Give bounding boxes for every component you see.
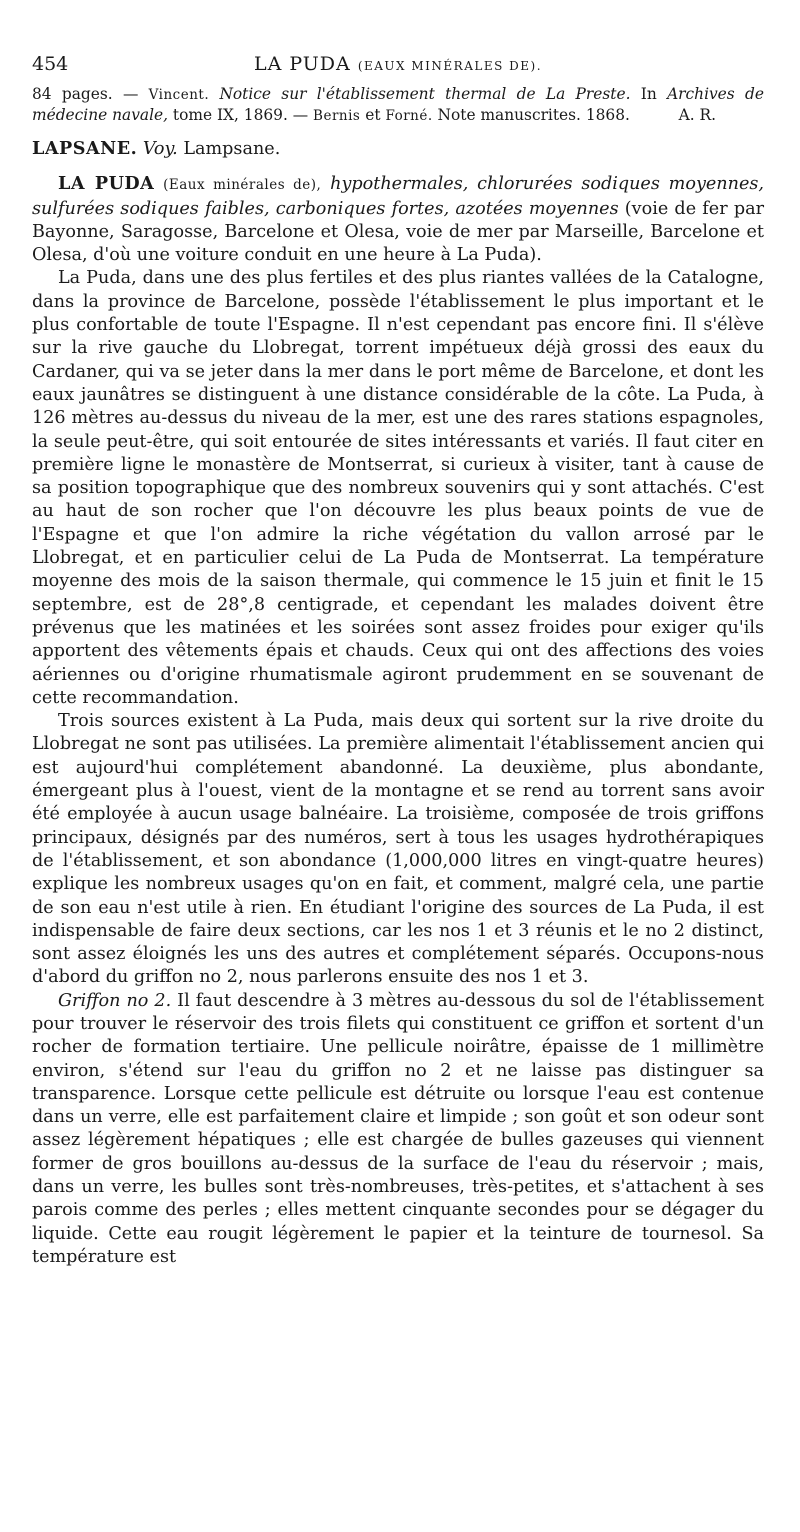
running-title-main: LA PUDA — [253, 53, 351, 75]
bib-author-bernis: Bernis — [313, 108, 361, 124]
lapsane-headword: LAPSANE. — [32, 138, 138, 159]
paragraph-griffon-2 — [32, 990, 764, 1270]
bib-journal: Archives de médecine navale, — [32, 85, 764, 124]
bib-author-forne: Forné. — [385, 108, 433, 124]
entry-la-puda-intro — [32, 172, 764, 267]
paragraph-location: La Puda, dans une des plus fertiles et des plus riantes vallées de la Catalogne, dans la province de Barcelone, possède l'établissement le plus important et le plus confortable de toute l'Espagne. Il n'est cependant pas encore fini. Il s'élève sur la rive gauche du Llobregat, torrent impétueux déjà grossi des eaux du Cardaner, qui va se jeter dans la mer dans le port même de Barcelone, et dont les eaux jaunâtres se distinguent à une distance considérable de la côte. La Puda, à 126 mètres au-dessus du niveau de la mer, est une des rares stations espagnoles, la seule peut-être, qui soit entourée de sites intéressants et variés. Il faut citer en première ligne le monastère de Montserrat, si curieux à visiter, tant à cause de sa position topographique que des nombreux souvenirs qui y sont attachés. C'est au haut de son rocher que l'on découvre les plus beaux points de vue de l'Espagne et que l'on admire la riche végétation du vallon arrosé par le Llobregat, et en particulier celui de La Puda de Montserrat. La température moyenne des mois de la saison thermale, qui commence le 15 juin et finit le 15 septembre, est de 28°,8 centigrade, et cependant les malades doivent être prévenus que les matinées et les soirées sont assez froides pour exiger qu'ils apportent des vêtements épais et chauds. Ceux qui ont des affections des voies aériennes ou d'origine rhumatismale agiront prudemment en se souvenant de cette recommandation. — [32, 268, 764, 708]
griffon-2-label: Griffon no 2. — [58, 990, 172, 1011]
lapsane-reference: Lampsane. — [183, 139, 281, 159]
running-title-paren: (EAUX MINÉRALES DE). — [357, 59, 543, 73]
griffon-2-text: Il faut descendre à 3 mètres au-dessous du sol de l'établissement pour trouver le réservoir des trois filets qui constituent ce griffon et sortent d'un rocher de formation tertiaire. Une pellicule noirâtre, épaisse de 1 millimètre environ, s'étend sur l'eau du griffon no 2 et ne laisse pas distinguer sa transparence. Lorsque cette pellicule est détruite ou lorsque l'eau est contenue dans un verre, elle est parfaitement claire et limpide ; son goût et son odeur sont assez légèrement hépatiques ; elle est chargée de bulles gazeuses qui viennent former de gros bouillons au-dessus de la surface de l'eau du réservoir ; mais, dans un verre, les bulles sont très-nombreuses, très-petites, et s'attachent à ses parois comme des perles ; elles mettent cinquante secondes pour se dégager du liquide. Cette eau rougit légèrement le papier et la teinture de tournesol. Sa température est — [32, 990, 765, 1267]
running-title — [92, 52, 764, 78]
paragraph-sources: Trois sources existent à La Puda, mais deux qui sortent sur la rive droite du Llobregat ne sont pas utilisées. La première alimentait l'établissement ancien qui est aujourd'hui complétement abandonné. La deuxième, plus abondante, émergeant plus à l'ouest, vient de la montagne et se rend au torrent sans avoir été employée à aucun usage balnéaire. La troisième, composée de trois griffons principaux, désignés par des numéros, sert à tous les usages hydrothérapiques de l'établissement, et son abondance (1,000,000 litres en vingt-quatre heures) explique les nombreux usages qu'on en fait, et comment, malgré cela, une partie de son eau n'est utile à rien. En étudiant l'origine des sources de La Puda, il est indispensable de faire deux sections, car les nos 1 et 3 réunis et le no 2 distinct, sont assez éloignés les uns des autres et complétement séparés. Occupons-nous d'abord du griffon no 2, nous parlerons ensuite des nos 1 et 3. — [32, 711, 764, 988]
entry-lapsane — [32, 137, 764, 161]
bib-and: et — [365, 106, 381, 124]
bib-note: Note manuscrites. 1868. — [437, 106, 630, 124]
bib-in: In — [640, 85, 657, 103]
author-signature: A. R. — [678, 106, 716, 124]
la-puda-access: (voie de fer par Bayonne, Saragosse, Barcelone et Olesa, voie de mer par Marseille, Barcelone et Olesa, d'où une voiture conduit en une heure à La Puda). — [32, 198, 764, 266]
la-puda-headword: LA PUDA — [58, 173, 155, 195]
bib-pages: 84 pages. — — [32, 85, 139, 103]
bibliography-continuation — [32, 84, 764, 126]
la-puda-qualifiers: hypothermales, chlorurées sodiques moyennes, sulfurées sodiques faibles, carboniques fortes, azotées moyennes — [32, 174, 764, 219]
running-header — [32, 52, 764, 78]
bib-work-title: Notice sur l'établissement thermal de La Preste. — [219, 85, 631, 103]
lapsane-voy: Voy. — [142, 139, 178, 159]
page-number: 454 — [32, 53, 69, 75]
bib-volume: tome IX, 1869. — — [172, 106, 309, 124]
bib-author-vincent: Vincent. — [148, 87, 210, 103]
la-puda-paren: (Eaux minérales de), — [163, 177, 322, 194]
